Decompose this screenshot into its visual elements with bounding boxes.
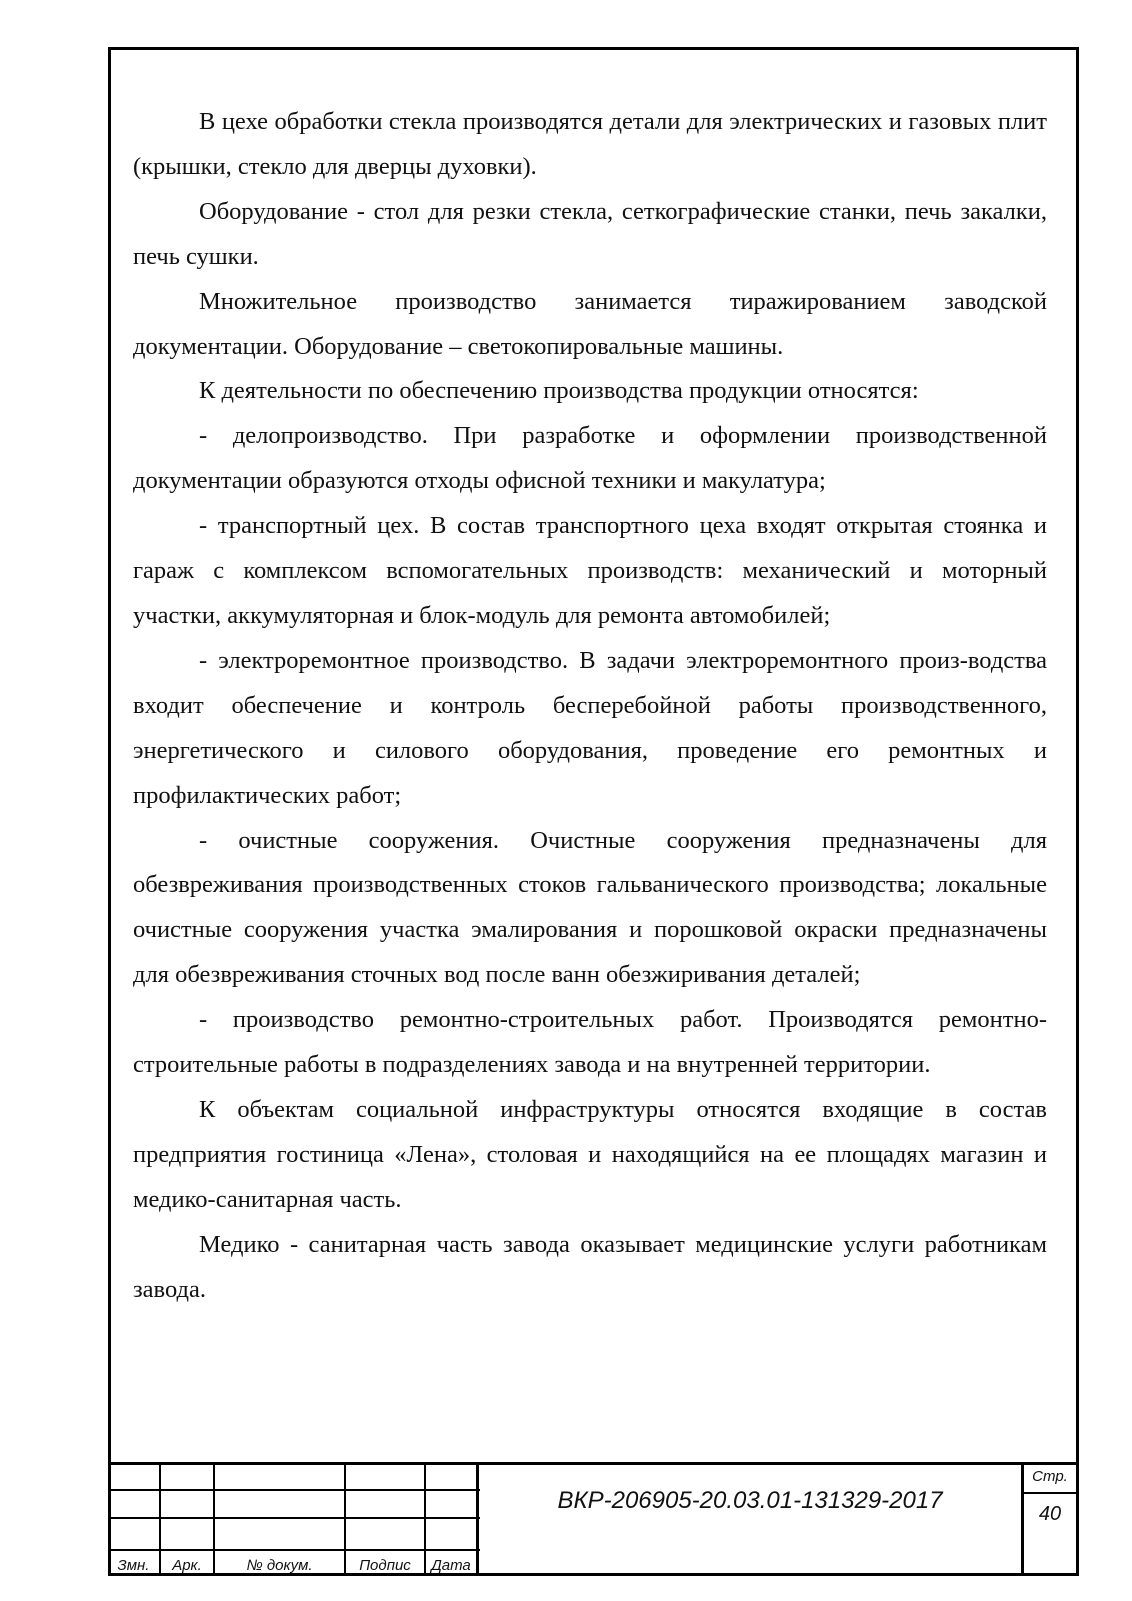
stamp-label-signature: Подпис bbox=[359, 1557, 411, 1574]
page-label: Стр. bbox=[1032, 1468, 1068, 1485]
stamp-label-sheet: Арк. bbox=[172, 1557, 202, 1574]
paragraph: - транспортный цех. В состав транспортного цеха входят открытая стоянка и гараж с комплексом вспомогательных производств: механический и моторный участки, аккумуляторная и блок-модуль для ремонта автомобилей; bbox=[133, 512, 1047, 629]
paragraph: В цехе обработки стекла производятся детали для электрических и газовых плит (крышки, стекло для дверцы духовки). bbox=[133, 108, 1047, 180]
paragraph: Оборудование - стол для резки стекла, сеткографические станки, печь закалки, печь сушки. bbox=[133, 197, 1047, 270]
paragraph: Множительное производство занимается тиражированием заводской документации. Оборудование – светокопировальные машины. bbox=[133, 287, 1047, 360]
stamp-label-date: Дата bbox=[431, 1557, 471, 1574]
document-code: ВКР-206905-20.03.01-131329-2017 bbox=[557, 1487, 943, 1514]
document-body bbox=[133, 100, 1047, 1312]
title-block bbox=[108, 1462, 1079, 1576]
paragraph: - делопроизводство. При разработке и оформлении производственной документации образуются отходы офисной техники и макулатура; bbox=[133, 422, 1047, 495]
paragraph: - электроремонтное производство. В задачи электроремонтного произ-водства входит обеспечение и контроль бесперебойной работы производственного, энергетического и силового оборудования, проведение его ремонтных и профилактических работ; bbox=[133, 646, 1047, 809]
stamp-label-doc-number: № докум. bbox=[246, 1557, 313, 1574]
page-number: 40 bbox=[1038, 1503, 1062, 1525]
paragraph: К объектам социальной инфраструктуры относятся входящие в состав предприятия гостиница «Лена», столовая и находящийся на ее площадях магазин и медико-санитарная часть. bbox=[133, 1095, 1047, 1213]
stamp-label-change: Змн. bbox=[117, 1557, 150, 1574]
paragraph: - производство ремонтно-строительных работ. Производятся ремонтно-строительные работы в подразделениях завода и на внутренней территории. bbox=[133, 1006, 1047, 1079]
paragraph: - очистные сооружения. Очистные сооружения предназначены для обезвреживания производственных стоков гальванического производства; локальные очистные сооружения участка эмалирования и порошковой окраски предназначены для обезвреживания сточных вод после ванн обезжиривания деталей; bbox=[133, 826, 1047, 989]
paragraph: Медико - санитарная часть завода оказывает медицинские услуги работникам завода. bbox=[133, 1230, 1047, 1303]
paragraph: К деятельности по обеспечению производства продукции относятся: bbox=[199, 377, 919, 405]
